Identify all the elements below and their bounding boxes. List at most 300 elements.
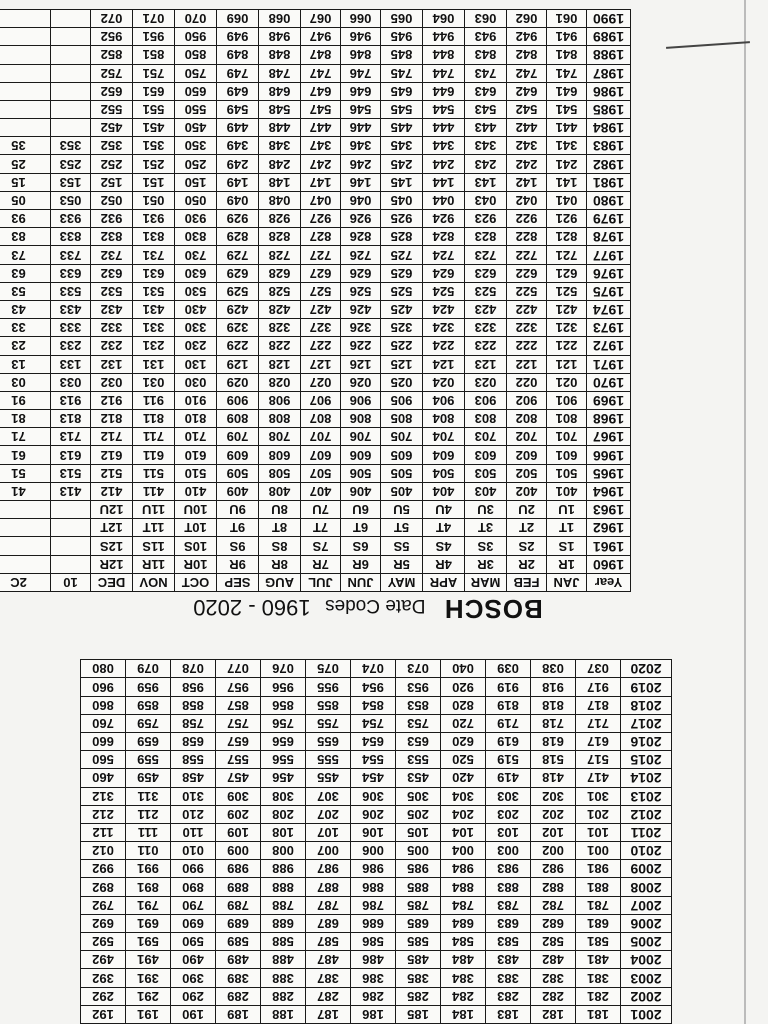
code-cell: 742	[507, 64, 547, 82]
code-cell: 046	[341, 191, 381, 209]
code-cell: 955	[306, 678, 351, 696]
code-cell: 011	[126, 842, 171, 860]
document-title	[118, 592, 618, 626]
code-cell: 292	[81, 987, 126, 1005]
code-cell: 943	[465, 28, 507, 46]
code-cell: 332	[91, 319, 133, 337]
code-cell: 707	[301, 428, 341, 446]
code-cell: 2U	[507, 501, 547, 519]
code-cell: 12U	[91, 501, 133, 519]
code-cell: 933	[51, 210, 91, 228]
code-cell: 226	[341, 337, 381, 355]
code-cell: 756	[261, 714, 306, 732]
code-cell: 321	[547, 319, 587, 337]
table-row	[81, 896, 672, 914]
code-cell: 532	[91, 282, 133, 300]
code-cell	[51, 10, 91, 28]
code-cell: 828	[259, 228, 301, 246]
code-cell: 884	[441, 878, 486, 896]
code-cell: 701	[547, 428, 587, 446]
code-cell: 491	[126, 951, 171, 969]
code-cell: 709	[217, 428, 259, 446]
code-cell: 390	[171, 969, 216, 987]
code-cell: 991	[126, 860, 171, 878]
code-cell: 201	[576, 805, 621, 823]
code-cell: 352	[91, 137, 133, 155]
code-cell: 981	[576, 860, 621, 878]
code-cell: 830	[175, 228, 217, 246]
code-cell: 329	[217, 319, 259, 337]
code-cell: 012	[81, 842, 126, 860]
code-cell: 926	[341, 210, 381, 228]
code-cell: 944	[423, 28, 465, 46]
code-cell: 550	[175, 100, 217, 118]
code-cell: 102	[531, 823, 576, 841]
code-cell: 511	[133, 464, 175, 482]
code-cell: 988	[261, 860, 306, 878]
table-row	[81, 787, 672, 805]
code-cell: 729	[217, 246, 259, 264]
code-cell: 829	[217, 228, 259, 246]
year-cell: 1990	[587, 10, 631, 28]
code-cell: 1S	[547, 537, 587, 555]
code-cell: 613	[51, 446, 91, 464]
code-cell: 391	[126, 969, 171, 987]
code-cell: 557	[216, 751, 261, 769]
code-cell: 040	[441, 660, 486, 678]
year-cell: 1971	[587, 355, 631, 373]
code-cell: 610	[175, 446, 217, 464]
year-cell: 1970	[587, 373, 631, 391]
code-cell: 129	[217, 355, 259, 373]
code-cell: 584	[441, 933, 486, 951]
year-cell: 2004	[621, 951, 672, 969]
year-cell: 2009	[621, 860, 672, 878]
column-header: JUN	[341, 573, 381, 591]
year-cell: 2015	[621, 751, 672, 769]
code-cell: 401	[547, 482, 587, 500]
code-cell: 512	[91, 464, 133, 482]
code-cell: 720	[441, 714, 486, 732]
code-cell: 243	[465, 155, 507, 173]
code-cell: 592	[81, 933, 126, 951]
code-cell	[0, 100, 51, 118]
code-cell: 305	[396, 787, 441, 805]
table-row	[0, 210, 631, 228]
code-cell: 587	[306, 933, 351, 951]
top-table-wrap	[0, 9, 631, 592]
year-cell: 1988	[587, 46, 631, 64]
code-cell: 181	[576, 1005, 621, 1023]
code-cell: 8T	[259, 519, 301, 537]
column-header: MAR	[465, 573, 507, 591]
code-cell: 147	[301, 173, 341, 191]
code-cell: 489	[216, 951, 261, 969]
code-cell: 992	[81, 860, 126, 878]
code-cell: 741	[547, 64, 587, 82]
code-cell: 423	[465, 301, 507, 319]
code-cell: 849	[217, 46, 259, 64]
column-header: Year	[587, 573, 631, 591]
code-cell: 103	[486, 823, 531, 841]
code-cell: 12R	[91, 555, 133, 573]
code-cell: 063	[465, 10, 507, 28]
code-cell: 051	[133, 191, 175, 209]
table-row	[0, 82, 631, 100]
code-cell: 524	[423, 282, 465, 300]
scan-edge-line	[745, 0, 747, 1024]
table-row	[0, 155, 631, 173]
code-cell: 209	[216, 805, 261, 823]
code-cell: 645	[381, 82, 423, 100]
code-cell: 225	[381, 337, 423, 355]
code-cell: 1T	[547, 519, 587, 537]
code-cell: 442	[507, 119, 547, 137]
code-cell: 385	[396, 969, 441, 987]
code-cell: 8R	[259, 555, 301, 573]
code-cell	[0, 119, 51, 137]
code-cell: 186	[351, 1005, 396, 1023]
code-cell: 732	[91, 246, 133, 264]
code-cell: 647	[301, 82, 341, 100]
code-cell: 745	[381, 64, 423, 82]
year-range: 1960 - 2020	[193, 595, 311, 620]
code-cell	[0, 519, 51, 537]
code-cell: 507	[301, 464, 341, 482]
code-cell: 429	[217, 301, 259, 319]
code-cell: 311	[126, 787, 171, 805]
code-cell: 831	[133, 228, 175, 246]
code-cell	[0, 501, 51, 519]
code-cell: 128	[259, 355, 301, 373]
code-cell: 525	[381, 282, 423, 300]
code-cell: 12T	[91, 519, 133, 537]
code-cell: 628	[259, 264, 301, 282]
code-cell: 744	[423, 64, 465, 82]
code-cell: 132	[91, 355, 133, 373]
code-cell: 630	[175, 264, 217, 282]
code-cell: 924	[423, 210, 465, 228]
code-cell: 451	[133, 119, 175, 137]
code-cell: 652	[91, 82, 133, 100]
code-cell: 342	[507, 137, 547, 155]
code-cell: 808	[259, 410, 301, 428]
code-cell: 309	[216, 787, 261, 805]
code-cell: 920	[441, 678, 486, 696]
code-cell: 151	[133, 173, 175, 191]
code-cell	[51, 119, 91, 137]
date-code-table-1960-1990	[0, 9, 631, 592]
code-cell: 556	[261, 751, 306, 769]
code-cell: 641	[547, 82, 587, 100]
code-cell: 341	[547, 137, 587, 155]
year-cell: 2014	[621, 769, 672, 787]
code-cell: 631	[133, 264, 175, 282]
code-cell: 302	[531, 787, 576, 805]
code-cell: 251	[133, 155, 175, 173]
code-cell: 221	[547, 337, 587, 355]
column-header: 2C	[0, 573, 51, 591]
code-cell: 523	[465, 282, 507, 300]
code-cell: 952	[91, 28, 133, 46]
code-cell: 310	[171, 787, 216, 805]
code-cell: 957	[216, 678, 261, 696]
code-cell: 206	[351, 805, 396, 823]
code-cell: 743	[465, 64, 507, 82]
year-cell: 2006	[621, 914, 672, 932]
code-cell: 588	[261, 933, 306, 951]
code-cell: 456	[261, 769, 306, 787]
code-cell: 5S	[381, 537, 423, 555]
code-cell: 327	[301, 319, 341, 337]
year-cell: 1969	[587, 391, 631, 409]
code-cell: 053	[51, 191, 91, 209]
code-cell: 951	[133, 28, 175, 46]
code-cell: 658	[171, 733, 216, 751]
code-cell: 959	[126, 678, 171, 696]
code-cell: 027	[301, 373, 341, 391]
code-cell: 583	[486, 933, 531, 951]
code-cell: 419	[486, 769, 531, 787]
code-cell: 882	[531, 878, 576, 896]
code-cell: 856	[261, 696, 306, 714]
year-cell: 2005	[621, 933, 672, 951]
code-cell: 485	[396, 951, 441, 969]
code-cell: 330	[175, 319, 217, 337]
code-cell: 144	[423, 173, 465, 191]
code-cell	[0, 46, 51, 64]
code-cell: 857	[216, 696, 261, 714]
brand-name: BOSCH	[443, 594, 543, 624]
code-cell: 847	[301, 46, 341, 64]
code-cell: 446	[341, 119, 381, 137]
code-cell: 11U	[133, 501, 175, 519]
code-cell: 133	[51, 355, 91, 373]
code-cell: 510	[175, 464, 217, 482]
code-cell: 411	[133, 482, 175, 500]
year-cell: 2013	[621, 787, 672, 805]
code-cell: 333	[51, 319, 91, 337]
code-cell: 044	[423, 191, 465, 209]
code-cell: 130	[175, 355, 217, 373]
code-cell: 922	[507, 210, 547, 228]
code-cell: 042	[507, 191, 547, 209]
code-cell: 488	[261, 951, 306, 969]
code-cell: 148	[259, 173, 301, 191]
column-header: SEP	[217, 573, 259, 591]
code-cell: 813	[51, 410, 91, 428]
code-cell: 721	[547, 246, 587, 264]
code-cell: 185	[396, 1005, 441, 1023]
code-cell: 126	[341, 355, 381, 373]
code-cell: 212	[81, 805, 126, 823]
code-cell: 728	[259, 246, 301, 264]
code-cell: 028	[259, 373, 301, 391]
code-cell: 655	[306, 733, 351, 751]
code-cell: 807	[301, 410, 341, 428]
code-cell: 843	[465, 46, 507, 64]
table-row	[0, 264, 631, 282]
code-cell: 757	[216, 714, 261, 732]
code-cell: 790	[171, 896, 216, 914]
code-cell: 832	[91, 228, 133, 246]
code-cell: 929	[217, 210, 259, 228]
code-cell: 71	[0, 428, 51, 446]
code-cell: 2T	[507, 519, 547, 537]
code-cell: 123	[465, 355, 507, 373]
code-cell: 187	[306, 1005, 351, 1023]
code-cell: 529	[217, 282, 259, 300]
code-cell: 53	[0, 282, 51, 300]
code-cell: 788	[261, 896, 306, 914]
code-cell: 892	[81, 878, 126, 896]
code-cell: 654	[351, 733, 396, 751]
code-cell: 505	[381, 464, 423, 482]
year-cell: 1985	[587, 100, 631, 118]
code-cell: 845	[381, 46, 423, 64]
code-cell: 6S	[341, 537, 381, 555]
code-cell: 949	[217, 28, 259, 46]
year-cell: 1979	[587, 210, 631, 228]
code-cell: 927	[301, 210, 341, 228]
code-cell: 6U	[341, 501, 381, 519]
code-cell: 649	[217, 82, 259, 100]
code-cell: 501	[547, 464, 587, 482]
table-row	[0, 28, 631, 46]
code-cell: 5R	[381, 555, 423, 573]
code-cell: 705	[381, 428, 423, 446]
code-cell: 25	[0, 155, 51, 173]
code-cell: 747	[301, 64, 341, 82]
table-row	[81, 987, 672, 1005]
year-cell: 1963	[587, 501, 631, 519]
code-cell: 908	[259, 391, 301, 409]
code-cell: 424	[423, 301, 465, 319]
code-cell: 544	[423, 100, 465, 118]
code-cell: 459	[126, 769, 171, 787]
code-cell: 426	[341, 301, 381, 319]
code-cell: 203	[486, 805, 531, 823]
code-cell: 145	[381, 173, 423, 191]
code-cell: 787	[306, 896, 351, 914]
code-cell: 7T	[301, 519, 341, 537]
code-cell: 062	[507, 10, 547, 28]
code-cell: 754	[351, 714, 396, 732]
code-cell: 031	[133, 373, 175, 391]
code-cell: 410	[175, 482, 217, 500]
code-cell: 384	[441, 969, 486, 987]
code-cell: 076	[261, 660, 306, 678]
code-cell: 724	[423, 246, 465, 264]
code-cell: 811	[133, 410, 175, 428]
code-cell: 386	[351, 969, 396, 987]
column-header: 10	[51, 573, 91, 591]
code-cell: 521	[547, 282, 587, 300]
code-cell: 582	[531, 933, 576, 951]
code-cell	[51, 519, 91, 537]
code-cell: 35	[0, 137, 51, 155]
code-cell: 250	[175, 155, 217, 173]
year-cell: 1973	[587, 319, 631, 337]
code-cell: 6T	[341, 519, 381, 537]
table-row	[0, 482, 631, 500]
code-cell: 425	[381, 301, 423, 319]
code-cell: 041	[547, 191, 587, 209]
code-cell: 555	[306, 751, 351, 769]
code-cell: 651	[133, 82, 175, 100]
code-cell: 725	[381, 246, 423, 264]
code-cell: 287	[306, 987, 351, 1005]
code-cell: 688	[261, 914, 306, 932]
code-cell: 021	[547, 373, 587, 391]
code-cell: 111	[126, 823, 171, 841]
code-cell: 347	[301, 137, 341, 155]
code-cell: 030	[175, 373, 217, 391]
code-cell: 107	[306, 823, 351, 841]
code-cell: 657	[216, 733, 261, 751]
code-cell: 809	[217, 410, 259, 428]
code-cell: 7R	[301, 555, 341, 573]
code-cell: 345	[381, 137, 423, 155]
code-cell: 821	[547, 228, 587, 246]
code-cell: 05	[0, 191, 51, 209]
code-cell: 141	[547, 173, 587, 191]
code-cell: 723	[465, 246, 507, 264]
code-cell: 431	[133, 301, 175, 319]
code-cell: 750	[175, 64, 217, 82]
year-cell: 2012	[621, 805, 672, 823]
code-cell: 077	[216, 660, 261, 678]
code-cell: 069	[217, 10, 259, 28]
code-cell: 105	[396, 823, 441, 841]
code-cell: 681	[576, 914, 621, 932]
code-cell: 481	[576, 951, 621, 969]
code-cell: 010	[171, 842, 216, 860]
code-cell: 008	[261, 842, 306, 860]
code-cell: 033	[51, 373, 91, 391]
code-cell: 784	[441, 896, 486, 914]
code-cell: 925	[381, 210, 423, 228]
code-cell: 483	[486, 951, 531, 969]
code-cell: 541	[547, 100, 587, 118]
code-cell: 805	[381, 410, 423, 428]
code-cell: 910	[175, 391, 217, 409]
code-cell: 441	[547, 119, 587, 137]
code-cell: 909	[217, 391, 259, 409]
code-cell: 406	[341, 482, 381, 500]
code-cell: 10T	[175, 519, 217, 537]
code-cell: 110	[171, 823, 216, 841]
year-cell: 2011	[621, 823, 672, 841]
code-cell: 859	[126, 696, 171, 714]
code-cell: 504	[423, 464, 465, 482]
code-cell: 527	[301, 282, 341, 300]
year-cell: 1960	[587, 555, 631, 573]
code-cell: 427	[301, 301, 341, 319]
code-cell: 288	[261, 987, 306, 1005]
year-cell: 1964	[587, 482, 631, 500]
code-cell: 913	[51, 391, 91, 409]
year-cell: 2007	[621, 896, 672, 914]
code-cell: 509	[217, 464, 259, 482]
code-cell: 825	[381, 228, 423, 246]
code-cell: 486	[351, 951, 396, 969]
code-cell: 150	[175, 173, 217, 191]
code-cell: 603	[465, 446, 507, 464]
table-row	[81, 914, 672, 932]
code-cell: 002	[531, 842, 576, 860]
code-cell: 627	[301, 264, 341, 282]
